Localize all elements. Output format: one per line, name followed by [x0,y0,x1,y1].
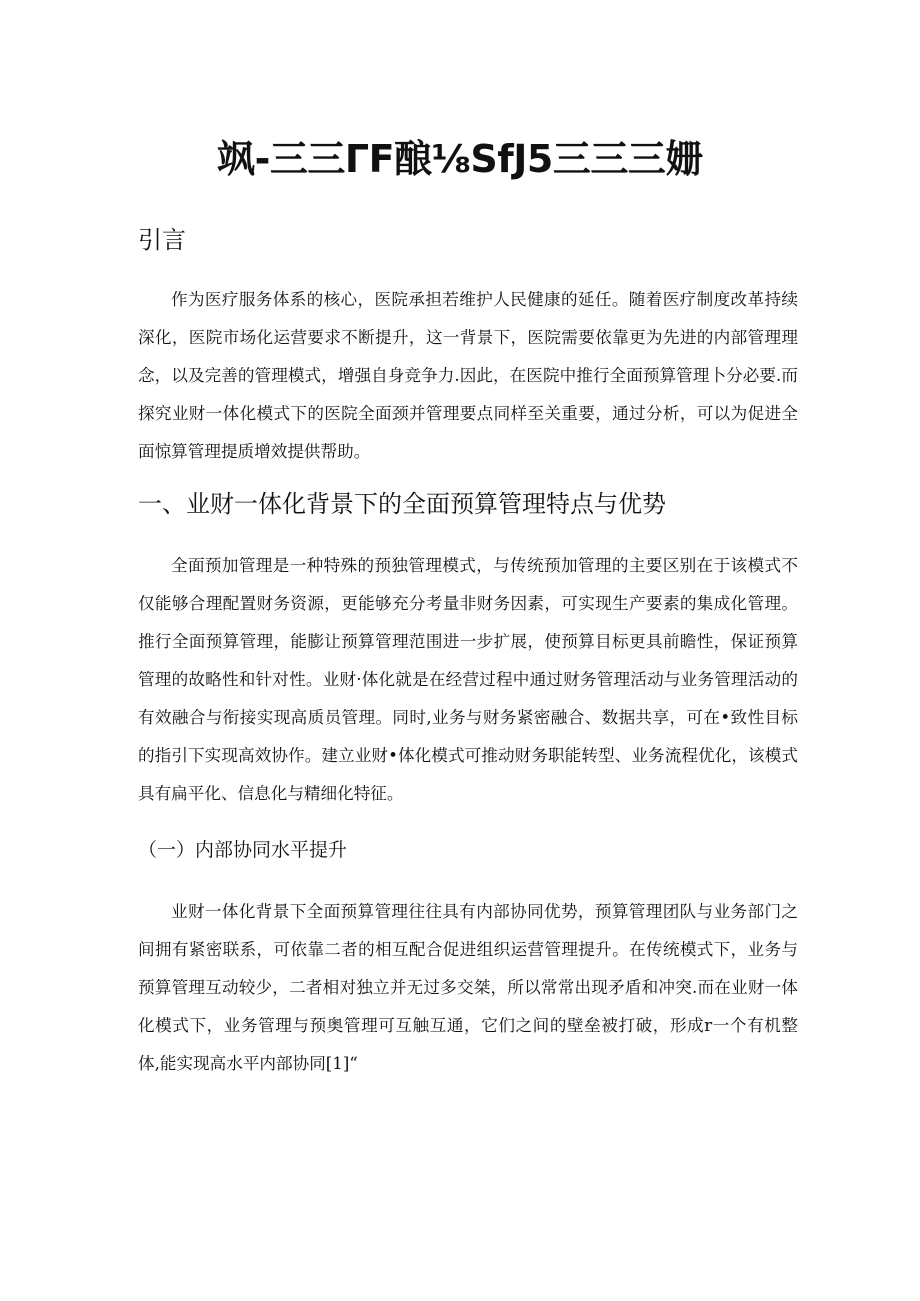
subsection-1-heading: （一）内部协同水平提升 [138,839,348,861]
section-1-paragraph: 全面预加管理是一种特殊的预独管理模式，与传统预加管理的主要区别在于该模式不仅能够合理配置财务资源，更能够充分考量非财务因素，可实现生产要素的集成化管理。推行全面预算管理，能膨让预算管理范围进一步扩展，使预算目标更具前瞻性，保证预算管理的故略性和针对性。业财·体化就是在经营过程中通过财务管理活动与业务管理活动的有效融合与衔接实现高质员管理。同时,业务与财务紧密融合、数据共享，可在•致性目标的指引下实现高效协作。建立业财•体化模式可推动财务职能转型、业务流程优化，该模式具有扁平化、信息化与精细化特征。 [138,556,798,803]
section-1-heading: 一、业财一体化背景下的全面预算管理特点与优势 [138,490,666,518]
intro-paragraph: 作为医疗服务体系的核心，医院承担若维护人民健康的延任。随着医疗制度改革持续深化，医院市场化运营要求不断提升，这一背景下，医院需要依靠更为先进的内部管理理念，以及完善的管理模式，增强自身竞争力.因此，在医院中推行全面预算管理卜分必要.而探究业财一体化模式下的医院全面颈并管理要点同样至关重要，通过分析，可以为促进全面惊算管理提质增效提供帮助。 [138,290,798,461]
subsection-1-paragraph: 业财一体化背景下全面预算管理往往具有内部协同优势，预算管理团队与业务部门之间拥有紧密联系，可依靠二者的相互配合促进组织运营管理提升。在传统模式下，业务与预算管理互动较少，二者相对独立并无过多交桀，所以常常出现矛盾和冲突.而在业财一体化模式下，业务管理与预奥管理可互触互通，它们之间的壁垒被打破，形成r一个有机整体,能实现高水平内部协同[1]“ [138,902,798,1073]
intro-heading: 引言 [138,226,186,254]
document-title: 飒-三三ΓF酿⅛SfJ5三三三姗 [217,137,703,181]
